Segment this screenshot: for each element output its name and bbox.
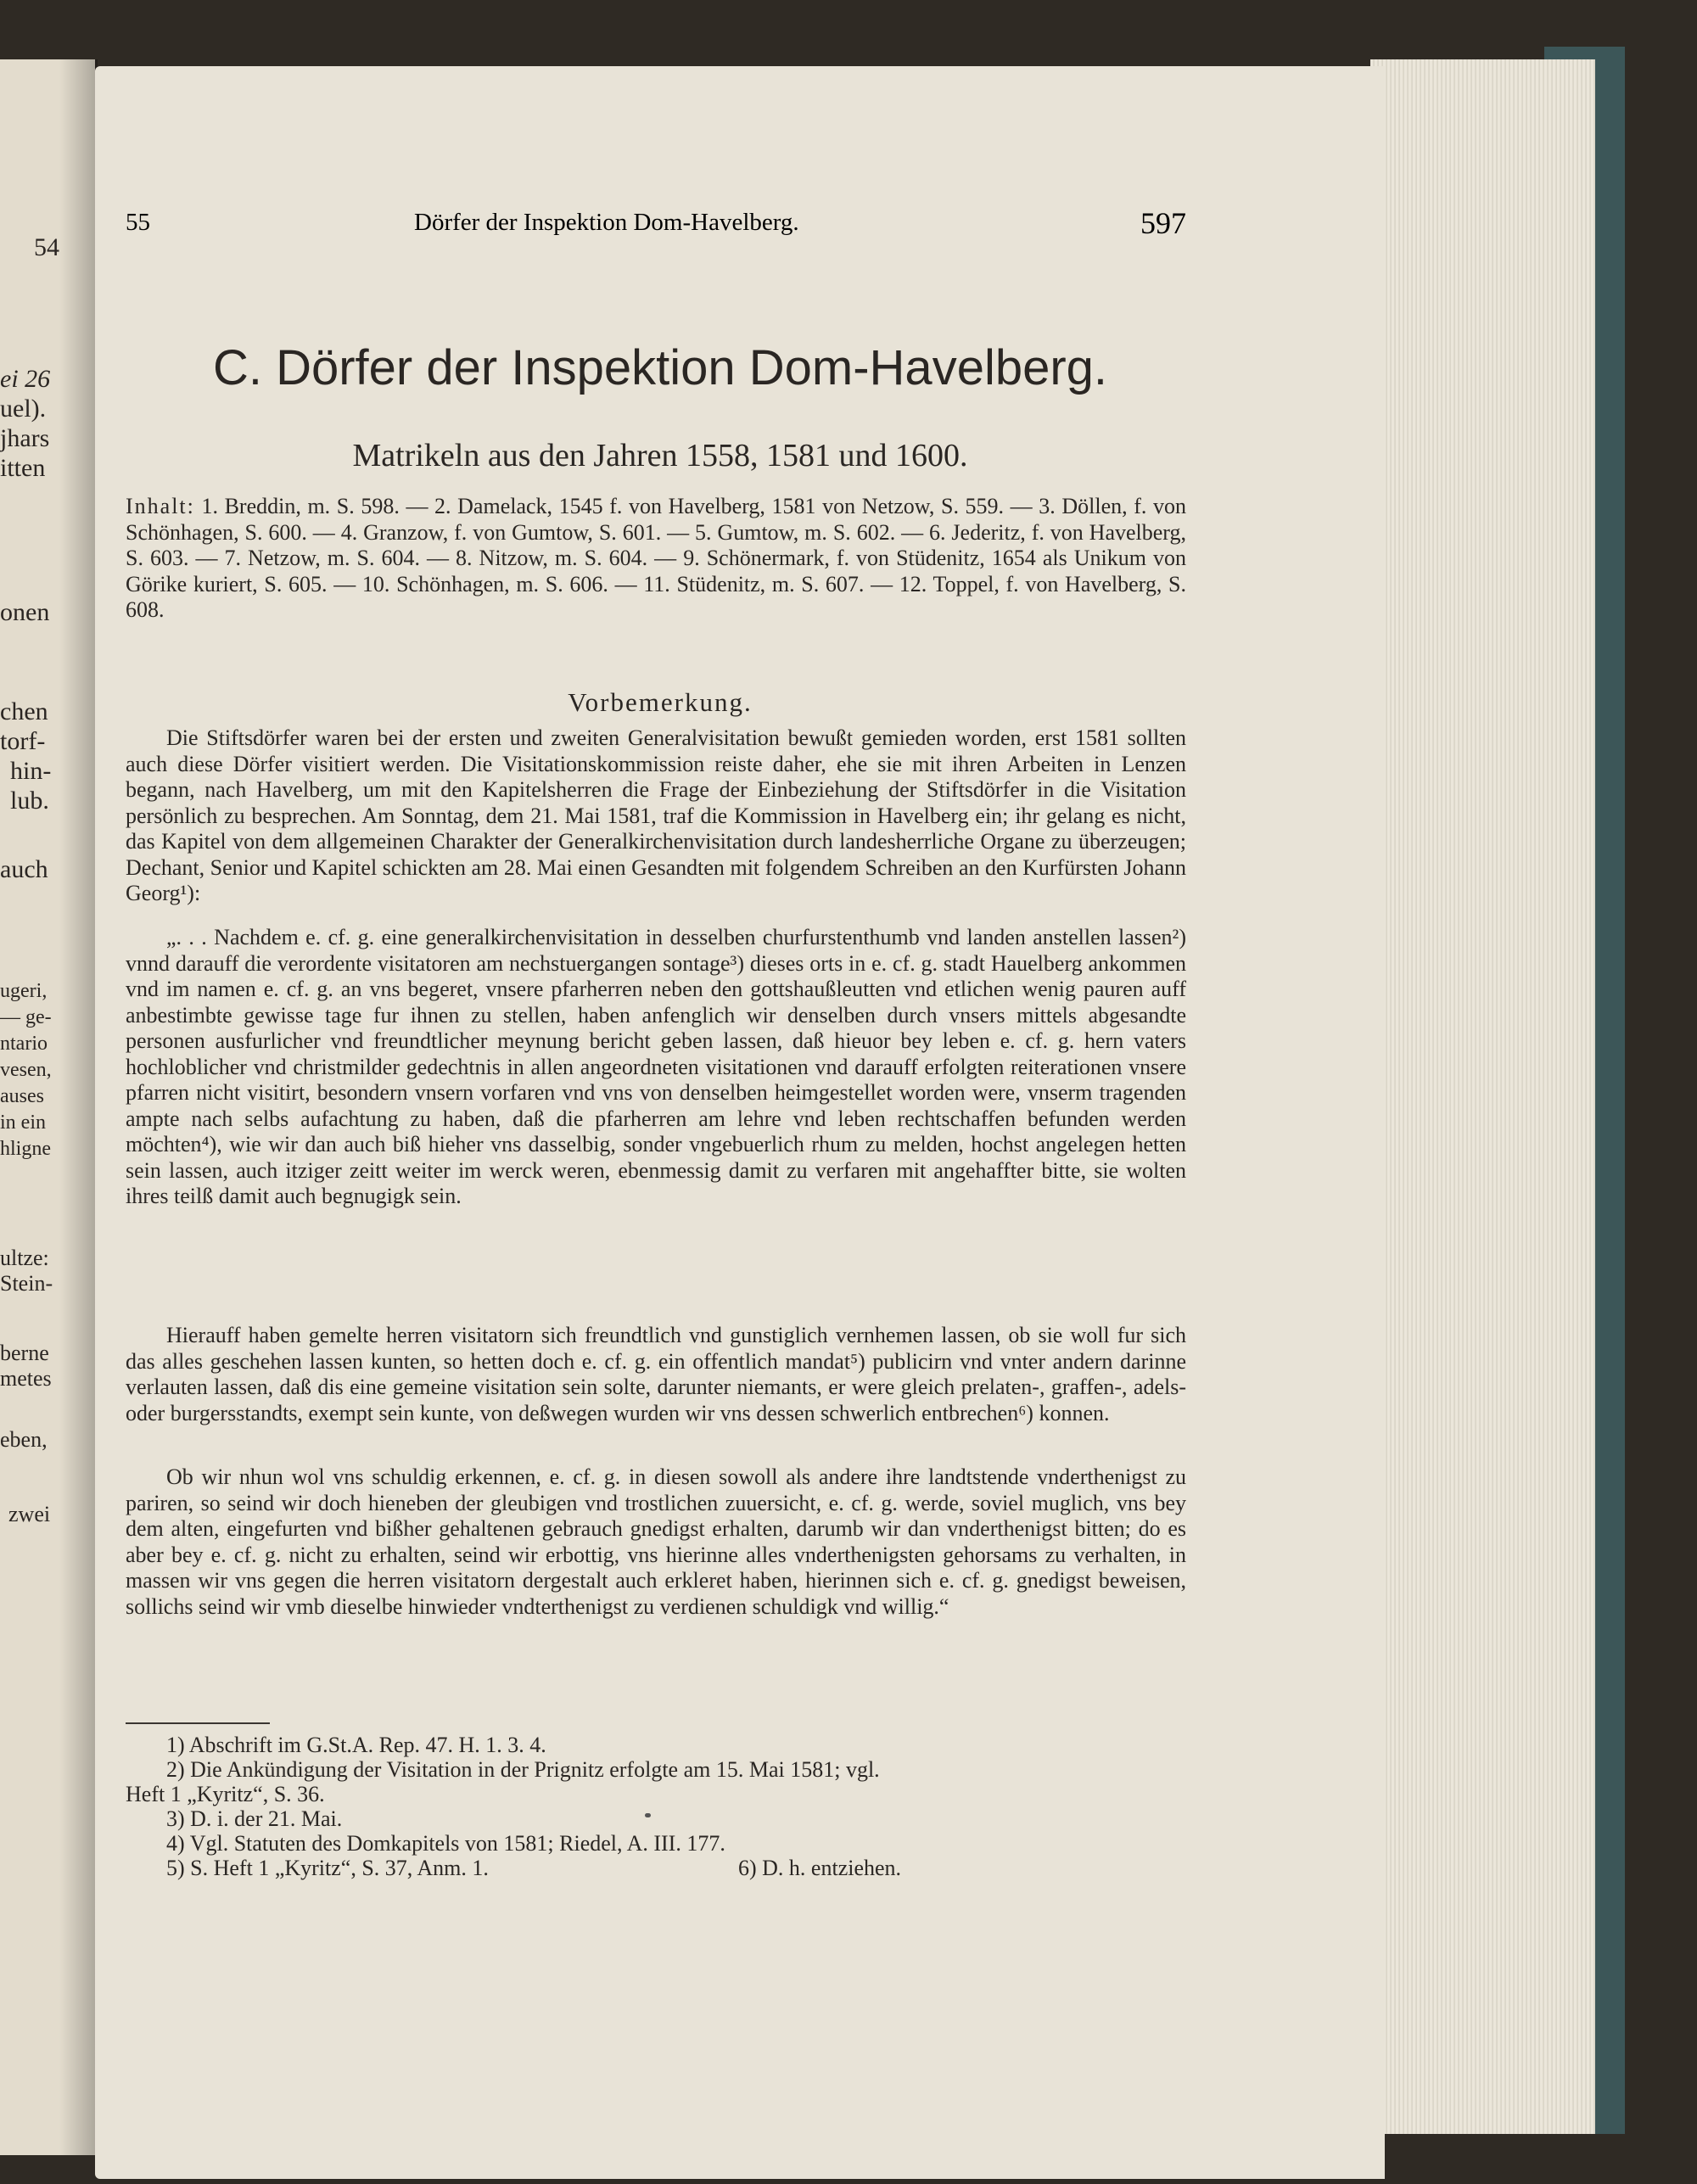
page-subtitle: Matrikeln aus den Jahren 1558, 1581 und 1600. — [352, 438, 968, 473]
footnote: 2) Die Ankündigung der Visitation in der Prignitz erfolgte am 15. Mai 1581; vgl. — [166, 1757, 880, 1782]
left-fragment: jhars — [0, 424, 50, 452]
footnote: 3) D. i. der 21. Mai. — [166, 1806, 343, 1831]
footnote-row — [126, 1856, 1186, 1880]
footnotes — [126, 1733, 1186, 1880]
footnote: 1) Abschrift im G.St.A. Rep. 47. H. 1. 3. 4. — [166, 1733, 546, 1757]
left-fragment: ultze: — [0, 1246, 49, 1270]
footnote: 4) Vgl. Statuten des Domkapitels von 1581; Riedel, A. III. 177. — [166, 1831, 725, 1856]
left-fragment: auses — [0, 1085, 44, 1107]
footnote-continuation: Heft 1 „Kyritz“, S. 36. — [126, 1782, 325, 1806]
section-heading: Vorbemerkung. — [568, 687, 753, 717]
left-fragment: hin- — [10, 757, 52, 785]
inhalt-text: 1. Breddin, m. S. 598. — 2. Damelack, 1545 f. von Havelberg, 1581 von Netzow, S. 559. — 3. Döllen, f. von Schönhagen, S. 600. — 4. Granzow, f. von Gumtow, S. 601. — 5. Gumtow, m. S. 602. — 6. Jederitz, f. von Havelberg, S. 603. — 7. Netzow, m. S. 604. — 8. Nitzow, m. S. 604. — 9. Schönermark, f. von Stüdenitz, 1654 als Unikum von Görike kuriert, S. 605. — 10. Schönhagen, m. S. 606. — 11. Stüdenitz, m. S. 607. — 12. Toppel, f. von Havelberg, S. 608. — [126, 494, 1186, 622]
footnote: 6) D. h. entziehen. — [738, 1856, 902, 1880]
header-left-number: 55 — [126, 209, 150, 236]
quote-paragraph: Hierauff haben gemelte herren visitatorn sich freundtlich vnd gunstiglich vernhemen lassen, ob sie woll fur sich das alles geschehen lassen kunten, so hetten doch e. cf. g. ein offentlich mandat⁵) publicirn vnd vnter andern darinne verlauten lassen, daß dis eine gemeine visitation sein solte, darunter niemants, er were gleich prelaten-, graffen-, adels- oder burgersstandts, exempt sein kunte, von deßwegen wurden wir vns dessen schwerlich entbrechen⁶) konnen. — [126, 1323, 1186, 1425]
intro-paragraph: Die Stiftsdörfer waren bei der ersten und zweiten Generalvisitation bewußt gemieden worden, erst 1581 sollten auch diese Dörfer visitiert werden. Die Visitationskommission reiste daher, ehe sie mit ihren Arbeiten in Lenzen begann, nach Havelberg, um mit den Kapitelsherren die Frage der Einbeziehung der Stiftsdörfer in die Visitation persönlich zu besprechen. Am Sonntag, dem 21. Mai 1581, traf die Kommission in Havelberg ein; ihr gelang es nicht, das Kapitel von dem allgemeinen Charakter der Generalkirchenvisitation durch landesherrliche Organe zu überzeugen; Dechant, Senior und Kapitel schickten am 28. Mai einen Gesandten mit folgendem Schreiben an den Kurfürsten Johann Georg¹): — [126, 725, 1186, 905]
left-fragment: onen — [0, 598, 50, 626]
page-title: C. Dörfer der Inspektion Dom-Havelberg. — [212, 340, 1108, 395]
left-fragment: metes — [0, 1366, 52, 1391]
running-header — [126, 206, 1186, 243]
inhalt-label: Inhalt: — [126, 494, 195, 518]
page-edges — [1370, 59, 1595, 2134]
left-fragment: ugeri, — [0, 980, 48, 1002]
footnote-rule — [126, 1722, 270, 1724]
left-fragment: Stein- — [0, 1271, 53, 1296]
gutter-shadow — [59, 59, 98, 2155]
footnote: 5) S. Heft 1 „Kyritz“, S. 37, Anm. 1. — [166, 1856, 489, 1880]
left-fragment: itten — [0, 454, 46, 482]
left-fragment: ei 26 — [0, 365, 51, 393]
left-fragment: eben, — [0, 1427, 48, 1452]
left-fragment: vesen, — [0, 1059, 52, 1081]
left-fragment: lub. — [10, 787, 49, 815]
left-fragment: chen — [0, 697, 48, 725]
table-of-contents — [126, 494, 1186, 624]
left-fragment: — ge- — [0, 1006, 52, 1028]
quote-paragraph: „. . . Nachdem e. cf. g. eine generalkirchenvisitation in desselben churfurstenthumb vnd landen anstellen lassen²) vnnd darauff die verordente visitatoren am nechstuergangen sontage³) dieses orts in e. cf. g. stadt Hauelberg ankommen vnd im namen e. cf. g. an vns begeret, vnsere pfarherren neben den gottshaußleutten vnd etlichen wenig pauren auff anbestimbte gewisse tage fur ihnen zu stellen, haben anfenglich wir denselben durch vnsers mittels abgesandte personen ausfurlicher vnd freundtlicher meynung bericht geben lassen, daß hieuor bey leben e. cf. g. hern vaters hochloblicher vnd christmilder gedechtnis in allen angeordneten visitationen vnd darauff erfolgten reiterationen vnsere pfarren nicht visitirt, besondern vnsern vorfaren vnd vns von denselben heimgestellet worden were, vnserm tragenden ampte nach selbs aufachtung zu haben, daß die pfarherren am lehre vnd leben rechtschaffen befunden werden möchten⁴), wie wir dan auch biß hieher vns dasselbig, sonder vngebuerlich rhum zu melden, hochst angelegen hetten sein lassen, auch itziger zeitt weiter im werck weren, ebenmessig damit zu verfaren mit angehaffter bitte, sie wolten ihres teilß damit auch begnugigk sein. — [126, 925, 1186, 1208]
page-number: 597 — [1140, 206, 1186, 240]
left-page-number: 54 — [34, 233, 59, 261]
header-running-title: Dörfer der Inspektion Dom-Havelberg. — [414, 209, 799, 236]
left-fragment: berne — [0, 1341, 49, 1365]
quote-paragraph: Ob wir nhun wol vns schuldig erkennen, e. cf. g. in diesen sowoll als andere ihre landtstende vnderthenigst zu pariren, so seind wir doch hieneben der gleubigen vnd trostlichen zuuersicht, e. cf. g. werde, soviel muglich, vns bey dem alten, eingefurten vnd bißher gehaltenen gebrauch gnedigst erhalten, darumb wir dan vnderthenigst bitten; do es aber bey e. cf. g. nicht zu erhalten, seind wir erbottig, vns hierinne alles vnderthenigsten gehorsams zu verhalten, in massen wir vns gegen die herren visitatorn dergestalt auch erkleret haben, hierinnen sich e. cf. g. gnedigst beweisen, sollichs seind wir vmb dieselbe hinwieder vndterthenigst zu verdienen schuldigk vnd willig.“ — [126, 1464, 1186, 1619]
left-fragment: in ein — [0, 1112, 46, 1134]
left-fragment: hligne — [0, 1138, 51, 1160]
left-fragment: auch — [0, 855, 48, 883]
left-fragment: zwei — [8, 1502, 51, 1526]
left-fragment: torf- — [0, 727, 46, 755]
left-fragment: uel). — [0, 395, 47, 423]
ink-speck — [645, 1813, 651, 1817]
left-fragment: ntario — [0, 1033, 48, 1055]
